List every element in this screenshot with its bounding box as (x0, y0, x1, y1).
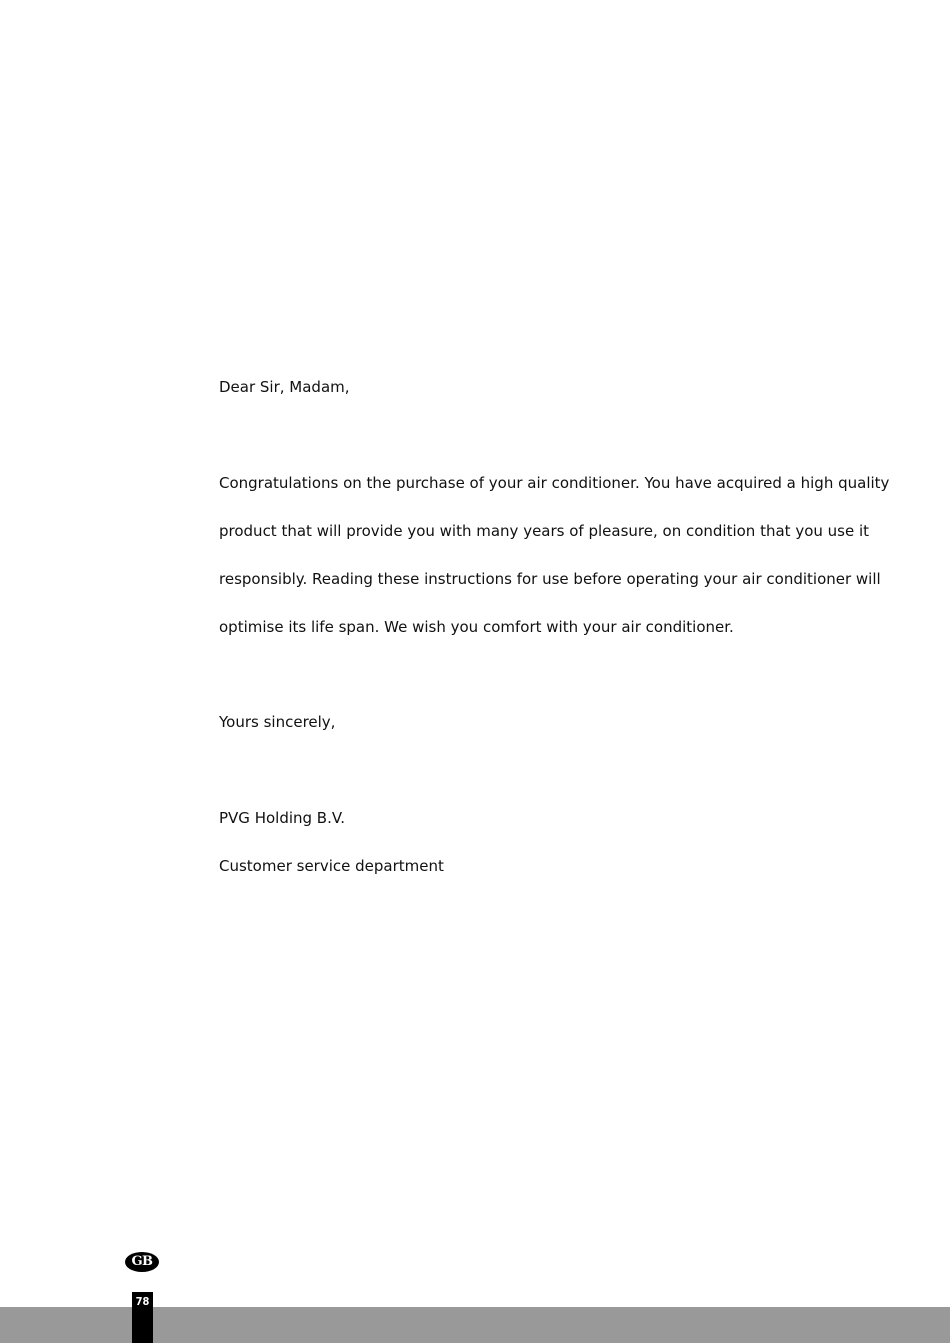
letter-salutation: Dear Sir, Madam, (219, 378, 350, 396)
language-badge: GB (125, 1252, 159, 1272)
letter-department: Customer service department (219, 857, 444, 875)
letter-company-name: PVG Holding B.V. (219, 809, 345, 827)
letter-body-line: responsibly. Reading these instructions for use before operating your air conditioner will (219, 570, 881, 588)
page-number: 78 (132, 1292, 153, 1343)
letter-body-line: product that will provide you with many years of pleasure, on condition that you use it (219, 522, 870, 540)
letter-closing: Yours sincerely, (219, 713, 336, 731)
letter-body-line: Congratulations on the purchase of your air conditioner. You have acquired a high quality (219, 474, 890, 492)
letter-body-line: optimise its life span. We wish you comfort with your air conditioner. (219, 618, 734, 636)
